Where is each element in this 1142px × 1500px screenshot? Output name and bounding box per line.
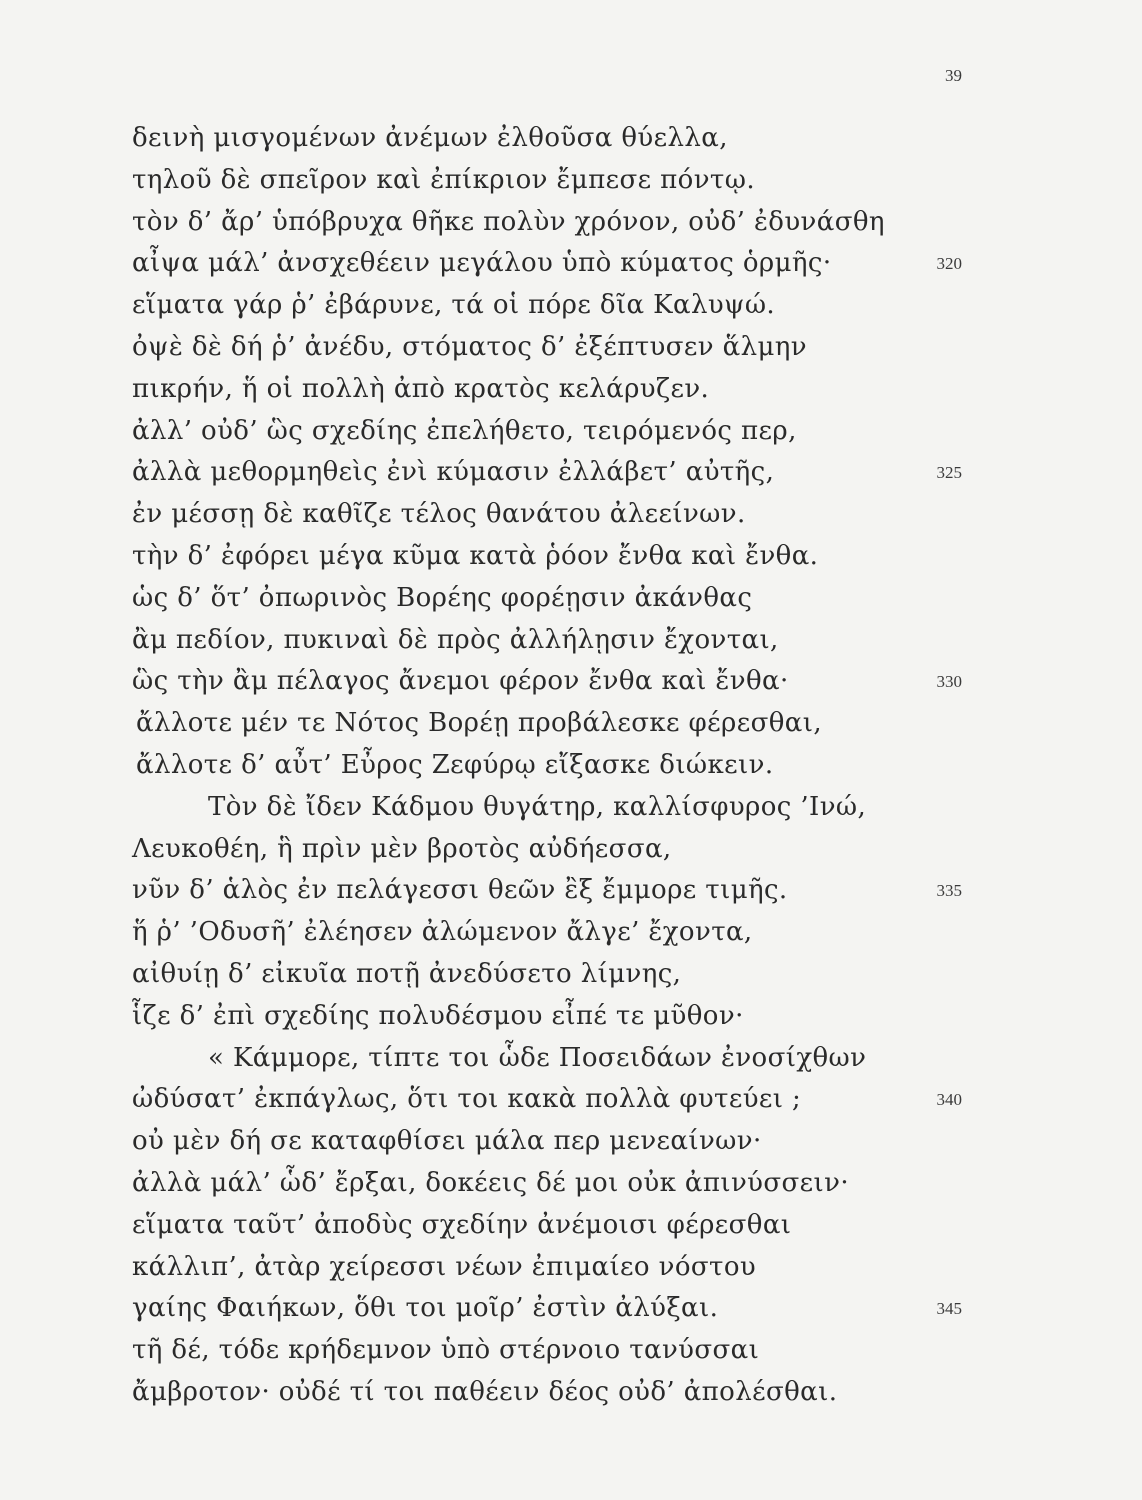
verse-text: ἀλλὰ μεθορμηθεὶς ἐνὶ κύμασιν ἐλλάβετ’ αὐτῆς, bbox=[132, 457, 775, 488]
verse-text: εἵματα γάρ ῥ’ ἐβάρυνε, τά οἱ πόρε δῖα Καλυψώ. bbox=[132, 290, 776, 321]
verse-text: ὣς τὴν ἂμ πέλαγος ἄνεμοι φέρον ἔνθα καὶ ἔνθα· bbox=[132, 666, 789, 697]
verse-line bbox=[0, 1038, 1142, 1080]
verse-text: ἐν μέσσῃ δὲ καθῖζε τέλος θανάτου ἀλεείνων. bbox=[132, 499, 746, 530]
verse-text: νῦν δ’ ἁλὸς ἐν πελάγεσσι θεῶν ἒξ ἔμμορε τιμῆς. bbox=[132, 875, 788, 906]
verse-line bbox=[0, 536, 1142, 578]
verse-line bbox=[0, 118, 1142, 160]
verse-text: « Κάμμορε, τίπτε τοι ὧδε Ποσειδάων ἐνοσίχθων bbox=[208, 1042, 867, 1073]
verse-line bbox=[0, 452, 1142, 494]
verse-line bbox=[0, 202, 1142, 244]
verse-line bbox=[0, 787, 1142, 829]
verse-text: ἄμβροτον· οὐδέ τί τοι παθέειν δέος οὐδ’ ἀπολέσθαι. bbox=[132, 1376, 838, 1407]
verse-line bbox=[0, 620, 1142, 662]
line-number: 340 bbox=[936, 1090, 962, 1110]
verse-line bbox=[0, 996, 1142, 1038]
verse-text: γαίης Φαιήκων, ὅθι τοι μοῖρ’ ἐστὶν ἀλύξαι. bbox=[132, 1293, 719, 1324]
verse-text: πικρήν, ἥ οἱ πολλὴ ἀπὸ κρατὸς κελάρυζεν. bbox=[132, 373, 710, 404]
verse-line bbox=[0, 160, 1142, 202]
verse-text: ὀψὲ δὲ δή ῥ’ ἀνέδυ, στόματος δ’ ἐξέπτυσεν ἅλμην bbox=[132, 331, 807, 362]
verse-text: αἰθυίῃ δ’ εἰκυῖα ποτῇ ἀνεδύσετο λίμνης, bbox=[132, 958, 682, 989]
verse-text: τῆ δέ, τόδε κρήδεμνον ὑπὸ στέρνοιο τανύσσαι bbox=[132, 1335, 760, 1366]
verse-text: εἵματα ταῦτ’ ἀποδὺς σχεδίην ἀνέμοισι φέρεσθαι bbox=[132, 1209, 792, 1240]
verse-text: τὴν δ’ ἐφόρει μέγα κῦμα κατὰ ῥόον ἔνθα καὶ ἔνθα. bbox=[132, 540, 819, 571]
verse-text: ἄλλοτε δ’ αὖτ’ Εὖρος Ζεφύρῳ εἴξασκε διώκειν. bbox=[136, 749, 774, 780]
verse-line bbox=[0, 703, 1142, 745]
line-number: 335 bbox=[936, 881, 962, 901]
verse-line bbox=[0, 912, 1142, 954]
poem-text bbox=[0, 118, 1142, 1414]
line-number: 345 bbox=[936, 1299, 962, 1319]
verse-line bbox=[0, 1205, 1142, 1247]
verse-text: ἥ ῥ’ ’Οδυσῆ’ ἐλέησεν ἀλώμενον ἄλγε’ ἔχοντα, bbox=[132, 917, 753, 948]
verse-text: ἄλλοτε μέν τε Νότος Βορέῃ προβάλεσκε φέρεσθαι, bbox=[136, 708, 823, 739]
verse-line bbox=[0, 954, 1142, 996]
verse-line bbox=[0, 1288, 1142, 1330]
verse-line bbox=[0, 494, 1142, 536]
verse-text: δεινὴ μισγομένων ἀνέμων ἐλθοῦσα θύελλα, bbox=[132, 123, 728, 153]
verse-text: ἀλλ’ οὐδ’ ὣς σχεδίης ἐπελήθετο, τειρόμενός περ, bbox=[132, 415, 797, 446]
verse-line bbox=[0, 1079, 1142, 1121]
verse-line bbox=[0, 661, 1142, 703]
verse-line bbox=[0, 1121, 1142, 1163]
verse-line bbox=[0, 327, 1142, 369]
verse-text: τηλοῦ δὲ σπεῖρον καὶ ἐπίκριον ἔμπεσε πόντῳ. bbox=[132, 164, 755, 195]
verse-text: αἶψα μάλ’ ἀνσχεθέειν μεγάλου ὑπὸ κύματος ὁρμῆς· bbox=[132, 248, 832, 279]
verse-line bbox=[0, 745, 1142, 787]
verse-line bbox=[0, 1372, 1142, 1414]
verse-text: τὸν δ’ ἄρ’ ὑπόβρυχα θῆκε πολὺν χρόνον, οὐδ’ ἐδυνάσθη bbox=[132, 206, 885, 237]
verse-line bbox=[0, 1163, 1142, 1205]
verse-text: Τὸν δὲ ἴδεν Κάδμου θυγάτηρ, καλλίσφυρος ’Ινώ, bbox=[208, 791, 867, 822]
line-number: 320 bbox=[936, 254, 962, 274]
verse-text: κάλλιπ’, ἀτὰρ χείρεσσι νέων ἐπιμαίεο νόστου bbox=[132, 1251, 757, 1282]
verse-text: ἂμ πεδίον, πυκιναὶ δὲ πρὸς ἀλλήλῃσιν ἔχονται, bbox=[132, 624, 779, 655]
verse-line bbox=[0, 369, 1142, 411]
verse-line bbox=[0, 578, 1142, 620]
verse-line bbox=[0, 1247, 1142, 1289]
verse-text: Λευκοθέη, ἣ πρὶν μὲν βροτὸς αὐδήεσσα, bbox=[132, 833, 672, 864]
verse-text: ἀλλὰ μάλ’ ὧδ’ ἔρξαι, δοκέεις δέ μοι οὐκ ἀπινύσσειν· bbox=[132, 1167, 849, 1198]
verse-text: ὠδύσατ’ ἐκπάγλως, ὅτι τοι κακὰ πολλὰ φυτεύει ; bbox=[132, 1084, 802, 1115]
verse-line bbox=[0, 285, 1142, 327]
verse-line bbox=[0, 1330, 1142, 1372]
page-number: 39 bbox=[945, 66, 962, 85]
verse-line bbox=[0, 411, 1142, 453]
verse-line bbox=[0, 243, 1142, 285]
line-number: 325 bbox=[936, 463, 962, 483]
verse-text: ἷζε δ’ ἐπὶ σχεδίης πολυδέσμου εἶπέ τε μῦθον· bbox=[132, 1000, 744, 1031]
line-number: 330 bbox=[936, 672, 962, 692]
verse-line bbox=[0, 829, 1142, 871]
verse-text: ὡς δ’ ὅτ’ ὀπωρινὸς Βορέης φορέῃσιν ἀκάνθας bbox=[132, 582, 753, 613]
verse-text: οὐ μὲν δή σε καταφθίσει μάλα περ μενεαίνων· bbox=[132, 1126, 762, 1157]
verse-line bbox=[0, 870, 1142, 912]
